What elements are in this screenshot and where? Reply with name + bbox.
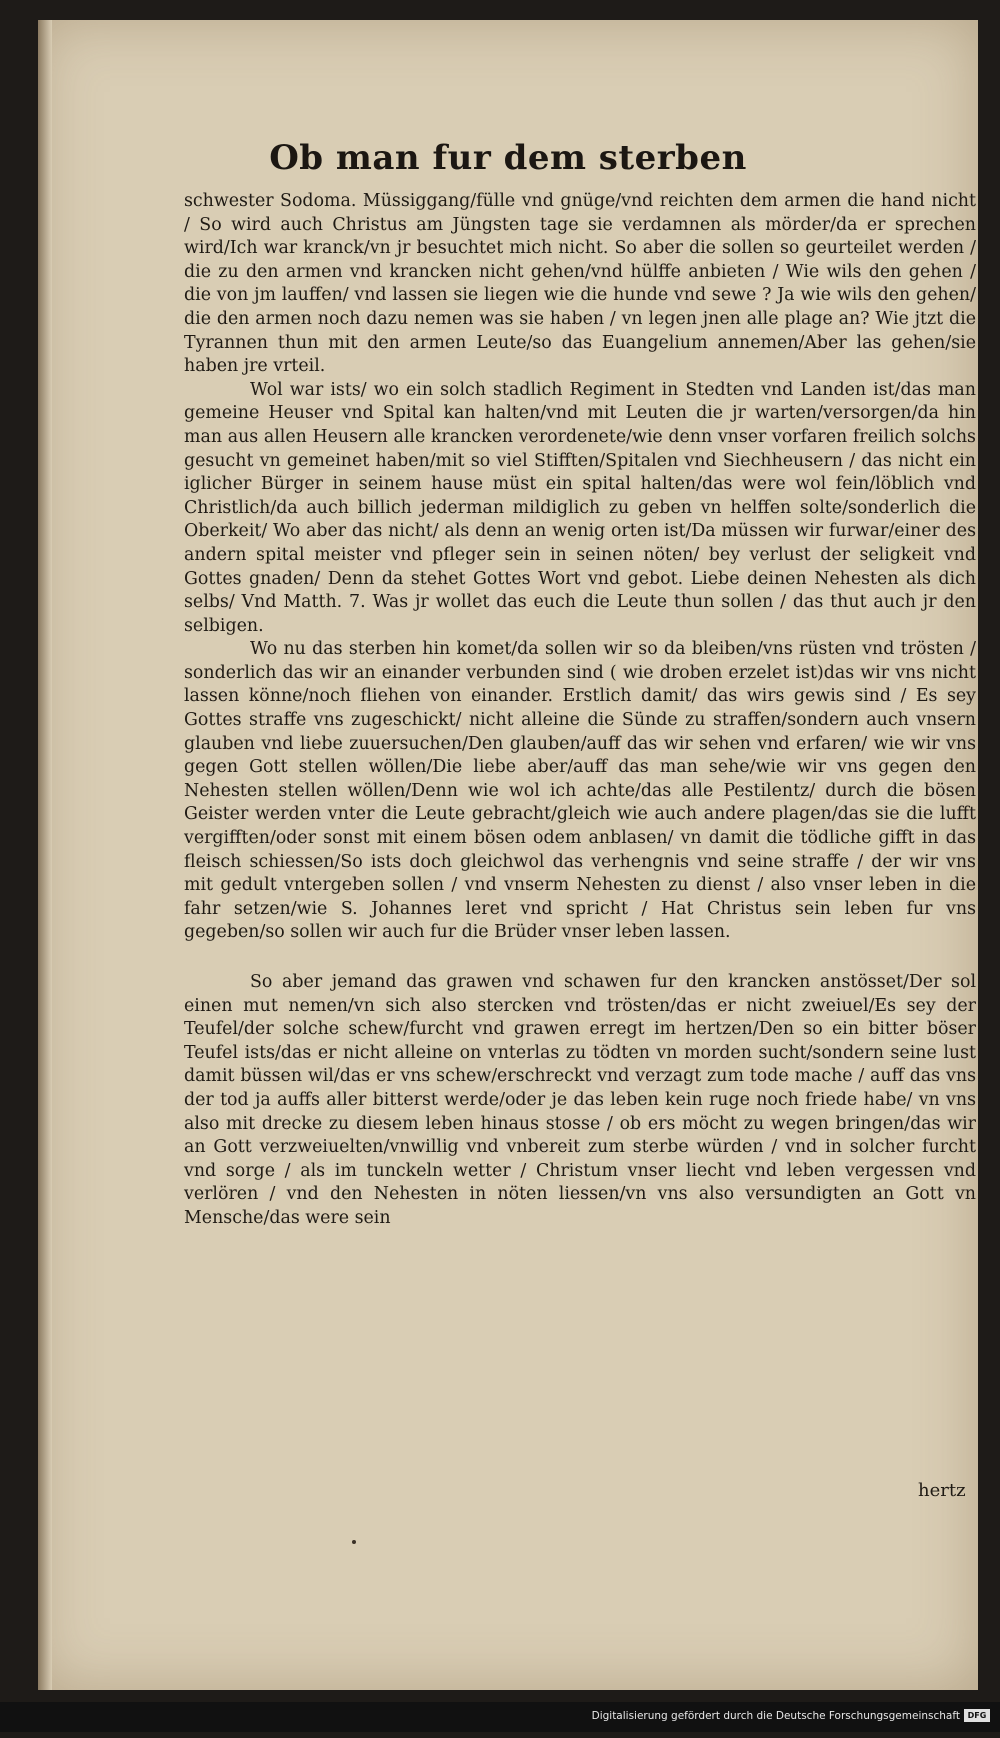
page-gutter-shadow — [38, 20, 52, 1690]
ink-dot — [352, 1540, 356, 1544]
catchword: hertz — [918, 1480, 966, 1501]
paragraph-1: schwester Sodoma. Müssiggang/fülle vnd gnüge/vnd reichten dem armen die hand nicht / So wird auch Christus am Jüngsten tage sie verdamnen als mörder/da er sprechen wird/Ich war kranck/vn jr besuchtet mich nicht. So aber die sollen so geurteilet werden / die zu den armen vnd krancken nicht gehen/vnd hülffe anbieten / Wie wils den gehen / die von jm lauffen/ vnd lassen sie liegen wie die hunde vnd sewe ? Ja wie wils den gehen/ die den armen noch dazu nemen was sie haben / vn legen jnen alle plage an? Wie jtzt die Tyrannen thun mit den armen Leute/so das Euangelium annemen/Aber las gehen/sie haben jre vrteil. — [184, 191, 976, 377]
paragraph-3: Wo nu das sterben hin komet/da sollen wir so da bleiben/vns rüsten vnd trösten / sonderlich das wir an einander verbunden sind ( wie droben erzelet ist)das wir vns nicht lassen könne/noch fliehen von einander. Erstlich damit/ das wirs gewis sind / Es sey Gottes straffe vns zugeschickt/ nicht alleine die Sünde zu straffen/sondern auch vnsern glauben vnd liebe zuuersuchen/Den glauben/auff das wir sehen vnd erfaren/ wie wir vns gegen Gott stellen wöllen/Die liebe aber/auff das man sehe/wie wir vns gegen den Nehesten stellen wöllen/Denn wie wol ich achte/das alle Pestilentz/ durch die bösen Geister werden vnter die Leute gebracht/gleich wie auch andere plagen/das sie die lufft vergifften/oder sonst mit einem bösen odem anblasen/ vn damit die tödliche gifft in das fleisch schiessen/So ists doch gleichwol das verhengnis vnd seine straffe / der wir vns mit gedult vntergeben sollen / vnd vnserm Nehesten zu dienst / also vnser leben in die fahr setzen/wie S. Johannes leret vnd spricht / Hat Christus sein leben fur vns gegeben/so sollen wir auch fur die Brüder vnser leben lassen. — [184, 639, 976, 943]
dfg-logo-icon: DFG — [964, 1709, 990, 1722]
funding-credit: Digitalisierung gefördert durch die Deutsche Forschungsgemeinschaft — [591, 1710, 960, 1722]
book-page — [38, 20, 978, 1690]
text-block — [184, 190, 976, 1231]
paragraph-2: Wol war ists/ wo ein solch stadlich Regiment in Stedten vnd Landen ist/das man gemeine Heuser vnd Spital kan halten/vnd mit Leuten die jr warten/versorgen/da hin man aus allen Heusern alle krancken verordenete/wie denn vnser vorfaren freilich solchs gesucht vn gemeinet haben/mit so viel Stifften/Spitalen vnd Siechheusern / das nicht ein iglicher Bürger in seinem hause müst ein spital halten/das were wol fein/löblich vnd Christlich/da auch billich jederman mildiglich zu geben vn helffen solte/sonderlich die Oberkeit/ Wo aber das nicht/ als denn an wenig orten ist/Da müssen wir furwar/einer des andern spital meister vnd pfleger sein in seinen nöten/ bey verlust der seligkeit vnd Gottes gnaden/ Denn da stehet Gottes Wort vnd gebot. Liebe deinen Nehesten als dich selbs/ Vnd Matth. 7. Was jr wollet das euch die Leute thun sollen / das thut auch jr den selbigen. — [184, 379, 976, 636]
paragraph-4: So aber jemand das grawen vnd schawen fur den krancken anstösset/Der sol einen mut nemen/vn sich also stercken vnd trösten/das er nicht zweiuel/Es sey der Teufel/der solche schew/furcht vnd grawen erregt im hertzen/Den so ein bitter böser Teufel ists/das er nicht alleine on vnterlas zu tödten vn morden sucht/sondern seine lust damit büssen wil/das er vns schew/erschreckt vnd verzagt zum tode mache / auff das vns der tod ja auffs aller bitterst werde/oder je das leben kein ruge noch friede habe/ vn vns also mit drecke zu diesem leben hinaus stosse / ob ers möcht zu wegen bringen/das wir an Gott verzweiuelten/vnwillig vnd vnbereit zum sterbe würden / vnd in solcher furcht vnd sorge / als im tunckeln wetter / Christum vnser liecht vnd leben vergessen vnd verlören / vnd den Nehesten in nöten liessen/vn vns also versundigten an Gott vn Mensche/das were sein — [184, 972, 976, 1228]
running-head: Ob man fur dem sterben — [269, 138, 747, 178]
footer-bar — [0, 1702, 1000, 1732]
